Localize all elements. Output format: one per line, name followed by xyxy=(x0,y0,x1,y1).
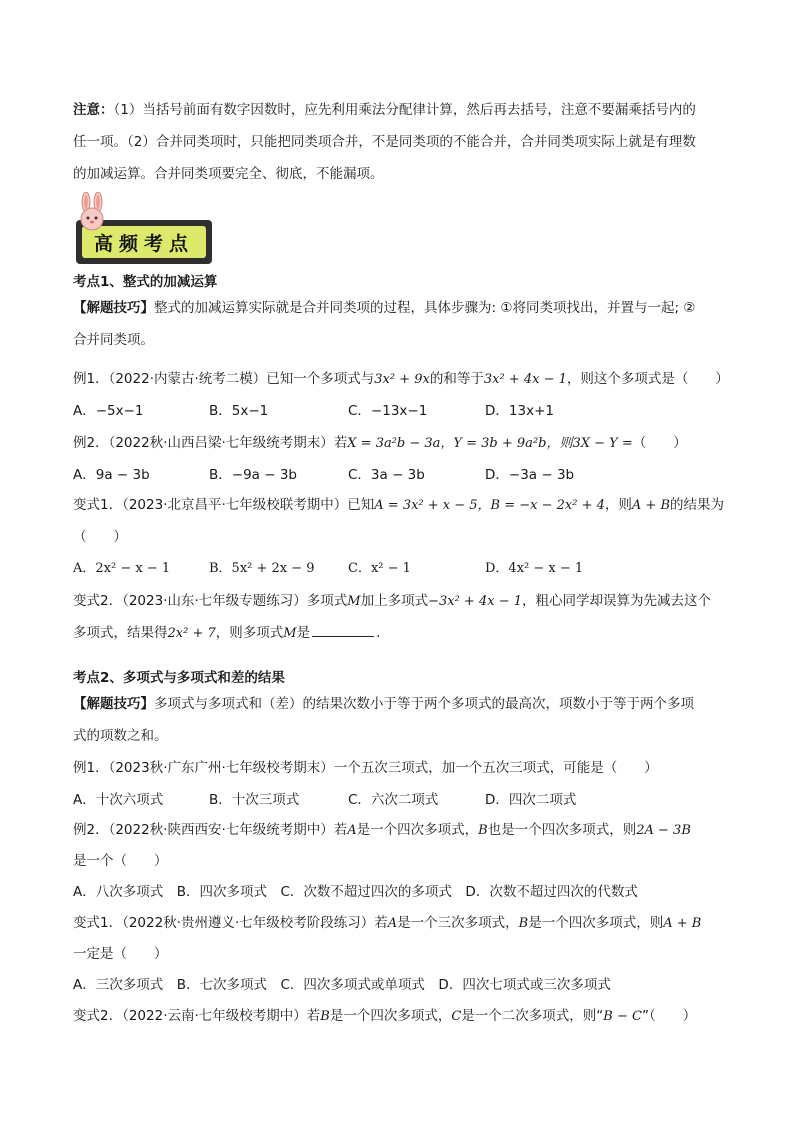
p1-var2-stem-f: 是 xyxy=(296,625,311,641)
p2-ex1-option-b: B．十次三项式 xyxy=(209,792,300,808)
p1-ex1-stem-a: 例1．（2022·内蒙古·统考二模）已知一个多项式与 xyxy=(73,371,375,387)
p1-var2-sym: M xyxy=(347,594,361,609)
p2-var1-options: A．三次多项式 B．七次多项式 C．四次多项式或单项式 D．四次七项式或三次多项式 xyxy=(73,977,611,993)
p1-ex1-option-c: C．−13x−1 xyxy=(348,403,428,419)
p2-var2-sym-b: B xyxy=(320,1009,330,1024)
p1-ex2-expr: X = 3a²b − 3a，Y = 3b + 9a²b，则3X − Y = xyxy=(347,436,633,451)
note-line-2: 任一项。（2）合并同类项时，只能把同类项合并，不是同类项的不能合并，合并同类项实际上就是有理数 xyxy=(73,134,696,150)
p2-ex2-options: A．八次多项式 B．四次多项式 C．次数不超过四次的多项式 D．次数不超过四次的代数式 xyxy=(73,884,638,900)
p2-var1-stem-d: 一定是（ ） xyxy=(73,946,168,962)
p2-var1-sym-b: B xyxy=(518,916,529,931)
rabbit-icon xyxy=(72,192,112,232)
p1-ex1-stem xyxy=(73,369,729,390)
p1-var1-option-d: D．4x² − x − 1 xyxy=(485,561,584,576)
p1-var1-stem-b: ，则 xyxy=(604,497,632,513)
point1-tip-line-2: 合并同类项。 xyxy=(73,332,154,348)
p1-var2-expr: −3x² + 4x − 1 xyxy=(428,594,522,609)
p2-ex1-option-a: A．十次六项式 xyxy=(73,792,164,808)
p1-ex1-stem-b: 的和等于 xyxy=(429,371,484,387)
p2-ex2-stem-d: 是一个（ ） xyxy=(73,853,168,869)
p2-ex2-sym-b: B xyxy=(478,823,488,838)
p1-var1-stem-d: （ ） xyxy=(73,529,127,545)
p2-var1-sym-a: A xyxy=(387,916,398,931)
p2-var1-stem-b: 是一个三次多项式， xyxy=(397,915,519,931)
point1-heading: 考点1、整式的加减运算 xyxy=(73,274,218,290)
p1-ex1-stem-c: ，则这个多项式是（ ） xyxy=(566,371,729,387)
p2-var2-stem-c: 是一个二次多项式，则“ xyxy=(461,1008,604,1024)
p2-var2-expr: B − C xyxy=(603,1009,642,1024)
p1-var2-stem-g: . xyxy=(376,625,381,641)
p1-var1-stem-c: 的结果为 xyxy=(670,497,725,513)
p1-ex1-option-d: D．13x+1 xyxy=(485,403,554,419)
p2-var2-stem xyxy=(73,1006,696,1027)
point2-tip-label: 【解题技巧】 xyxy=(73,696,154,712)
point1-tip-label: 【解题技巧】 xyxy=(73,300,154,316)
p1-ex1-option-a: A．−5x−1 xyxy=(73,403,144,419)
p2-var1-stem xyxy=(73,913,701,934)
p1-ex1-option-b: B．5x−1 xyxy=(209,403,269,419)
point2-heading: 考点2、多项式与多项式和差的结果 xyxy=(73,670,285,686)
p1-ex1-expr1: 3x² + 9x xyxy=(374,372,430,387)
p2-ex2-stem-a: 例2．（2022秋·陕西西安·七年级统考期中）若 xyxy=(73,822,348,838)
p1-var2-stem-e: ，则多项式 xyxy=(215,625,284,641)
p1-var2-expr2: 2x² + 7 xyxy=(167,626,216,641)
p2-ex1-stem: 例1．（2023秋·广东广州·七年级校考期末）一个五次三项式，加一个五次三项式，可能是（ ） xyxy=(73,760,658,776)
badge-title: 高频考点 xyxy=(93,232,194,255)
p1-var2-sym2: M xyxy=(283,626,297,641)
note-line-1 xyxy=(73,100,696,120)
p2-var1-stem-c: 是一个四次多项式，则 xyxy=(528,915,664,931)
p1-ex2-stem xyxy=(73,433,687,454)
p2-var1-expr: A + B xyxy=(663,916,702,931)
p1-var1-option-a: A．2x² − x − 1 xyxy=(73,561,171,576)
p1-var2-stem-b: 加上多项式 xyxy=(360,593,429,609)
p2-ex2-sym-a: A xyxy=(347,823,357,838)
p1-var1-option-c: C．x² − 1 xyxy=(348,561,411,576)
point2-tip-line-1 xyxy=(73,694,694,714)
p2-var2-stem-d: ”（ ） xyxy=(641,1008,697,1024)
p1-var1-option-b: B．5x² + 2x − 9 xyxy=(209,561,315,576)
p1-var1-stem xyxy=(73,495,724,516)
p2-ex1-option-d: D．四次二项式 xyxy=(485,792,577,808)
p1-var2-stem-c: ，粗心同学却误算为先减去这个 xyxy=(522,593,711,609)
p1-var2-stem xyxy=(73,591,711,612)
p1-var1-expr2: A + B xyxy=(631,498,671,513)
p2-var2-stem-b: 是一个四次多项式， xyxy=(329,1008,452,1024)
p2-var2-stem-a: 变式2．（2022·云南·七年级校考期中）若 xyxy=(73,1008,321,1024)
note-label: 注意： xyxy=(73,102,114,118)
p1-ex2-stem-a: 例2．（2022秋·山西吕梁·七年级统考期末）若 xyxy=(73,435,348,451)
p1-ex2-stem-b: （ ） xyxy=(632,435,687,451)
p1-ex1-expr2: 3x² + 4x − 1 xyxy=(483,372,567,387)
p1-ex2-option-b: B．−9a − 3b xyxy=(209,467,297,483)
p2-var1-stem-a: 变式1．（2022秋·贵州遵义·七年级校考阶段练习）若 xyxy=(73,915,388,931)
point2-tip-line-2: 式的项数之和。 xyxy=(73,728,168,744)
p1-ex2-option-d: D．−3a − 3b xyxy=(485,467,575,483)
p1-var1-stem-a: 变式1．（2023·北京昌平·七年级校联考期中）已知 xyxy=(73,497,375,513)
p2-ex2-stem-c: 也是一个四次多项式，则 xyxy=(487,822,637,838)
p2-ex2-stem xyxy=(73,820,691,841)
p2-ex1-option-c: C．六次二项式 xyxy=(348,792,439,808)
note-line-3: 的加减运算。合并同类项要完全、彻底，不能漏项。 xyxy=(73,166,384,182)
p1-ex2-option-a: A．9a − 3b xyxy=(73,467,150,483)
p1-var1-expr: A = 3x² + x − 5，B = −x − 2x² + 4 xyxy=(374,498,605,513)
note-text-1: （1）当括号前面有数字因数时，应先利用乘法分配律计算，然后再去括号，注意不要漏乘括号内的 xyxy=(113,102,696,118)
point1-tip-text: 整式的加减运算实际就是合并同类项的过程，具体步骤为: ①将同类项找出，并置与一起; ② xyxy=(154,300,696,316)
point2-tip-text: 多项式与多项式和（差）的结果次数小于等于两个多项式的最高次，项数小于等于两个多项 xyxy=(154,696,694,712)
p2-var2-sym-c: C xyxy=(451,1009,462,1024)
p1-var2-stem-d: 多项式，结果得 xyxy=(73,625,168,641)
point1-tip-line-1 xyxy=(73,298,695,318)
p1-var2-stem-a: 变式2．（2023·山东·七年级专题练习）多项式 xyxy=(73,593,348,609)
p1-var2-line2 xyxy=(73,623,380,644)
answer-blank[interactable] xyxy=(312,623,374,637)
p2-ex2-expr: 2A − 3B xyxy=(636,823,691,838)
p2-ex2-stem-b: 是一个四次多项式， xyxy=(356,822,479,838)
p1-ex2-option-c: C．3a − 3b xyxy=(348,467,425,483)
